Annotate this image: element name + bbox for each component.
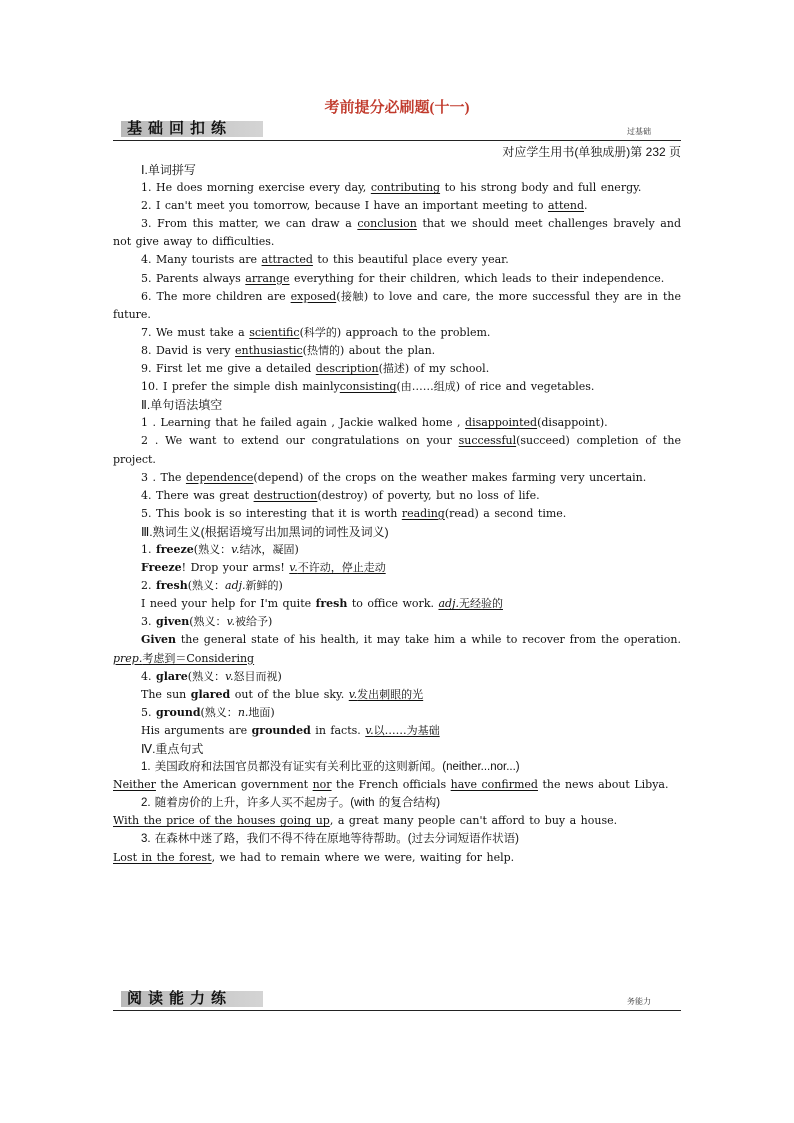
item-text: 5. Parents always — [141, 271, 246, 285]
section-label: 基础回扣练 — [121, 121, 263, 137]
sentence-text: in facts. — [310, 723, 366, 737]
translation-answer — [113, 776, 681, 794]
answer: Lost in the forest — [113, 850, 212, 864]
translation-prompt: 1. 美国政府和法国官员都没有证实有关利比亚的这则新闻。(neither...nor...) — [141, 761, 520, 774]
exercise-item — [113, 197, 681, 215]
gloss-text: 地面) — [248, 705, 275, 719]
answer: have confirmed — [450, 778, 538, 792]
sentence-text: The sun — [141, 687, 191, 701]
item-text: to this beautiful place every year. — [312, 253, 509, 267]
sentence-text: to office work. — [347, 597, 439, 611]
gloss-text: (熟义： — [189, 615, 227, 629]
sentence-text: I need your help for I'm quite — [141, 597, 316, 611]
answer-meaning: 发出刺眼的光 — [357, 687, 424, 701]
item-text: 8. David is very — [141, 343, 235, 357]
answer — [365, 724, 439, 737]
answer: contributing — [370, 181, 441, 195]
bold-word: Given — [141, 633, 176, 647]
exercise-item — [113, 324, 681, 342]
item-text: (由……组成) of rice and vegetables. — [396, 380, 595, 394]
vocab-word: freeze — [156, 542, 194, 556]
item-text: 2. I can't meet you tomorrow, because I have an important meeting to — [141, 199, 548, 213]
answer-pos: v. — [289, 561, 298, 575]
item-text: 4. Many tourists are — [141, 253, 262, 267]
answer: successful — [458, 434, 517, 448]
bold-word: grounded — [251, 723, 311, 737]
section-header-basics — [113, 120, 681, 141]
item-text: 10. I prefer the simple dish mainly — [141, 380, 340, 394]
answer: Neither — [113, 778, 156, 792]
gloss-text: (熟义： — [193, 542, 232, 556]
answer: conclusion — [357, 217, 417, 231]
answer: enthusiastic — [235, 343, 303, 357]
answer-meaning: 不许动，停止走动 — [297, 561, 386, 575]
item-number: 3. — [141, 615, 156, 629]
item-number: 1. — [141, 542, 156, 556]
answer-meaning: 以……为基础 — [373, 723, 440, 737]
vocab-entry — [113, 541, 681, 559]
section-note: 务能力 — [627, 997, 651, 1006]
answer: arrange — [245, 271, 290, 285]
sentence-text: , a great many people can't afford to buy a house. — [329, 814, 618, 828]
translation-prompt: 2. 随着房价的上升，许多人买不起房子。(with 的复合结构) — [141, 797, 441, 810]
answer — [289, 561, 385, 574]
example-sentence — [113, 722, 681, 740]
section-header-reading — [113, 990, 681, 1011]
answer: exposed — [290, 289, 337, 303]
sentence-text: out of the blue sky. — [230, 687, 349, 701]
item-text: (destroy) of poverty, but no loss of life. — [317, 488, 540, 502]
exercise-item — [113, 342, 681, 360]
vocab-word: fresh — [156, 579, 188, 593]
example-sentence — [113, 559, 681, 577]
item-text: 3 . The — [141, 470, 186, 484]
item-text: 3. From this matter, we can draw a — [141, 217, 358, 231]
answer-pos: prep. — [113, 651, 143, 665]
answer: nor — [312, 778, 332, 792]
gloss-text: 怒目而视) — [233, 669, 282, 683]
exercise-item — [113, 215, 681, 251]
item-text: everything for their children, which leads to their independence. — [289, 271, 665, 285]
gloss-pos: adj. — [225, 579, 246, 593]
exercise-item — [113, 378, 681, 396]
gloss-pos: v. — [226, 615, 235, 629]
item-text: 5. This book is so interesting that it is worth — [141, 506, 402, 520]
bold-word: glared — [190, 687, 231, 701]
item-text: 2 . We want to extend our congratulations on your — [141, 434, 459, 448]
translation-prompt: 3. 在森林中迷了路，我们不得不待在原地等待帮助。(过去分词短语作状语) — [141, 833, 519, 846]
worksheet-page — [113, 98, 681, 867]
sentence-text: the American government — [155, 778, 313, 792]
example-sentence — [113, 631, 681, 667]
item-number: 2. — [141, 579, 156, 593]
item-text: 1 . Learning that he failed again , Jackie walked home , — [141, 416, 466, 430]
item-text: to his strong body and full energy. — [440, 181, 642, 195]
sentence-text: ! Drop your arms! — [181, 561, 290, 575]
example-sentence — [113, 686, 681, 704]
item-text: (热情的) about the plan. — [302, 343, 436, 357]
exercise-item — [113, 270, 681, 288]
exercise-item — [113, 414, 681, 432]
sentence-text: the news about Libya. — [537, 778, 669, 792]
bold-word: Freeze — [141, 561, 182, 575]
vocab-entry — [113, 704, 681, 722]
sentence-text: the general state of his health, it may take him a while to recover from the operation. — [175, 633, 681, 647]
answer-meaning: 考虑到＝Considering — [142, 651, 255, 665]
item-number: 5. — [141, 705, 156, 719]
gloss-text: (熟义： — [187, 669, 226, 683]
page-title: 考前提分必刷题(十一) — [324, 100, 470, 116]
item-text: 9. First let me give a detailed — [141, 362, 316, 376]
item-text: that we should meet challenges bravely and not give away to difficulties. — [113, 217, 681, 249]
item-text: 4. There was great — [141, 488, 254, 502]
exercise-item — [113, 469, 681, 487]
item-text: (depend) of the crops on the weather makes farming very uncertain. — [253, 470, 647, 484]
part4-list — [113, 758, 681, 867]
gloss-pos: v. — [231, 542, 240, 556]
answer: destruction — [253, 488, 318, 502]
item-text: (描述) of my school. — [378, 362, 490, 376]
gloss-pos: n. — [237, 705, 249, 719]
sentence-text: His arguments are — [141, 723, 252, 737]
answer-pos: v. — [348, 687, 358, 701]
exercise-item — [113, 487, 681, 505]
answer: reading — [401, 506, 445, 520]
gloss-text: (熟义： — [187, 579, 226, 593]
item-text: . — [584, 199, 588, 213]
item-text: (succeed) completion of the project. — [113, 434, 681, 466]
answer: dependence — [185, 470, 254, 484]
item-number: 4. — [141, 669, 156, 683]
answer-pos: v. — [365, 723, 374, 737]
vocab-word: glare — [156, 669, 188, 683]
gloss-pos: v. — [225, 669, 234, 683]
translation-answer — [113, 849, 681, 867]
bold-word: fresh — [315, 597, 348, 611]
answer: scientific — [249, 325, 300, 339]
answer: With the price of the houses going up — [113, 814, 330, 828]
item-text: 7. We must take a — [141, 325, 250, 339]
item-text: (disappoint). — [537, 416, 608, 430]
exercise-item — [113, 432, 681, 468]
answer: description — [315, 362, 379, 376]
item-text: (接触) to love and care, the more successful they are in the future. — [113, 289, 681, 321]
item-text: (read) a second time. — [444, 506, 567, 520]
answer-pos: adj. — [438, 597, 459, 611]
sentence-text: , we had to remain where we were, waiting for help. — [211, 850, 515, 864]
section-label: 阅读能力练 — [121, 991, 263, 1007]
item-text: 6. The more children are — [141, 289, 291, 303]
vocab-entry — [113, 668, 681, 686]
example-sentence — [113, 595, 681, 613]
part3-list — [113, 541, 681, 740]
part2-heading: Ⅱ.单句语法填空 — [141, 398, 223, 413]
vocab-entry — [113, 613, 681, 631]
exercise-item — [113, 251, 681, 269]
vocab-word: given — [156, 615, 190, 629]
gloss-text: 被给予) — [234, 615, 273, 629]
part4-heading: Ⅳ.重点句式 — [141, 742, 204, 756]
answer: attend — [547, 199, 585, 213]
answer — [113, 652, 254, 665]
item-text: 1. He does morning exercise every day, — [141, 181, 371, 195]
part1-heading: Ⅰ.单词拼写 — [141, 163, 196, 177]
book-reference: 对应学生用书(单独成册)第 232 页 — [502, 145, 681, 159]
answer: consisting — [339, 380, 397, 394]
gloss-text: 结冰，凝固) — [239, 542, 299, 556]
sentence-text: the French officials — [331, 778, 451, 792]
gloss-text: (熟义： — [200, 705, 238, 719]
answer-meaning: 无经验的 — [459, 597, 503, 611]
item-text: (科学的) approach to the problem. — [299, 325, 491, 339]
exercise-item — [113, 288, 681, 324]
exercise-item — [113, 505, 681, 523]
exercise-item — [113, 360, 681, 378]
gloss-text: 新鲜的) — [245, 579, 283, 593]
answer: attracted — [261, 253, 313, 267]
translation-answer — [113, 812, 681, 830]
part3-heading: Ⅲ.熟词生义(根据语境写出加黑词的词性及词义) — [141, 524, 389, 539]
exercise-item — [113, 179, 681, 197]
answer — [438, 597, 503, 610]
part2-list — [113, 414, 681, 523]
vocab-entry — [113, 577, 681, 595]
answer: disappointed — [465, 416, 538, 430]
part1-list — [113, 179, 681, 396]
answer — [349, 688, 423, 701]
section-note: 过基础 — [627, 127, 651, 136]
vocab-word: ground — [156, 705, 201, 719]
